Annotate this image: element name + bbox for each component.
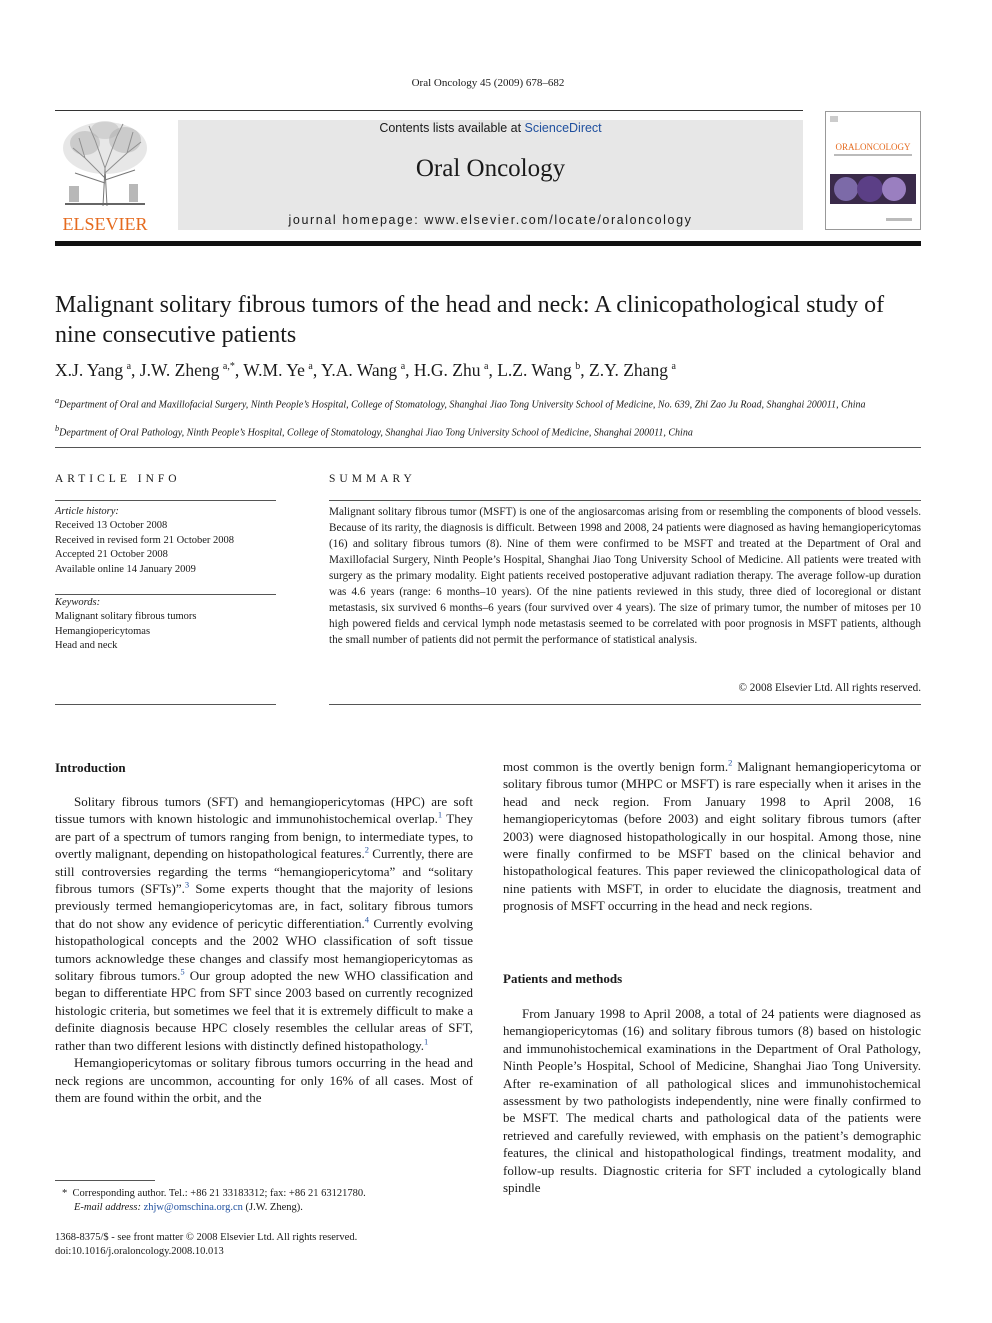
article-title: Malignant solitary fibrous tumors of the head and neck: A clinicopathological study of nine consecutive patients	[55, 292, 885, 348]
email-link[interactable]: zhjw@omschina.org.cn	[143, 1202, 243, 1213]
summary-text: Malignant solitary fibrous tumor (MSFT) is one of the angiosarcomas arising from or resembling the components of blood vessels. Because of its rarity, the diagnosis is difficult. Between 1998 and 2008, 24 patients were diagnosed as having hemangiopericytomas (16) and solitary fibrous tumors (8). Nine of them were confirmed to be MSFT and treated at the Department of Oral and Maxillofacial Surgery, Ninth People’s Hospital, Shanghai Jiao Tong University School of Medicine. All patients were treated with surgery as the primary modality. Eight patients received postoperative adjuvant radiation therapy. The average follow-up duration was 4.6 years (range: 6 months–10 years). Of the nine patients reviewed in this study, three died of locoregional or distant metastasis, six survived 6 months–6 years (four survived over 4 years). The size of primary tumor, the number of mitoses per 10 high powered fields and cervical lymph node metastasis seemed to be correlated with poor prognosis in MSFT patients, although the small number of patients did not permit the performance of statistical analysis.	[329, 506, 921, 646]
affiliation-mark: a	[55, 396, 60, 405]
reference-link[interactable]: 4	[364, 914, 370, 925]
history-item: Received 13 October 2008	[55, 520, 168, 532]
author-affil-mark: a	[126, 361, 132, 373]
divider	[329, 704, 921, 705]
article-info-heading: ARTICLE INFO	[55, 473, 181, 485]
journal-cover	[825, 111, 921, 230]
footnote-text: Corresponding author. Tel.: +86 21 33183312; fax: +86 21 63121780.	[72, 1188, 366, 1199]
divider	[55, 500, 276, 501]
journal-reference: Oral Oncology 45 (2009) 678–682	[411, 77, 565, 89]
author-affil-mark: b	[575, 361, 581, 373]
author: H.G. Zhu	[413, 360, 481, 380]
reference-link[interactable]: 1	[423, 1036, 429, 1047]
footer-info	[55, 1231, 485, 1259]
left-column	[55, 793, 473, 1106]
author-affil-mark[interactable]: a,*	[222, 361, 235, 373]
keyword: Hemangiopericytomas	[55, 625, 151, 637]
summary-heading: SUMMARY	[329, 473, 416, 485]
author-affil-mark: a	[400, 361, 406, 373]
affiliation-mark: b	[55, 424, 60, 433]
author: X.J. Yang	[55, 360, 124, 380]
affiliation-b	[55, 422, 921, 440]
corresponding-author-footnote	[62, 1187, 482, 1215]
author-affil-mark: a	[484, 361, 489, 373]
contents-prefix: Contents lists available at	[379, 121, 525, 135]
footnote-rule	[55, 1180, 155, 1181]
methods-paragraph-1: From January 1998 to April 2008, a total of 24 patients were diagnosed as hemangiopericytomas (16) and solitary fibrous tumors (8) based on histologic and immunohistochemical examinations in the Department of Oral Pathology, Ninth People’s Hospital, School of Medicine, Shanghai Jiao Tong University. After re-examination of all pathological slices and immunohistochemical assessment by two pathologists independently, nine were finally confirmed to be MSFT. The medical charts and pathological data of the patients were retrieved and carefully reviewed, with emphasis on the patient’s demographic features, the clinical and histopathological findings, treatment modality, and follow-up results. Diagnostic criteria for SFT included a cytologically bland spindle	[503, 1006, 921, 1196]
history-label: Article history:	[55, 506, 119, 517]
keyword: Malignant solitary fibrous tumors	[55, 611, 197, 623]
keywords-label: Keywords:	[55, 597, 101, 608]
journal-homepage[interactable]: journal homepage: www.elsevier.com/locate/oraloncology	[288, 213, 693, 227]
history-item: Available online 14 January 2009	[55, 563, 196, 575]
history-item: Accepted 21 October 2008	[55, 549, 168, 561]
sciencedirect-link[interactable]: ScienceDirect	[524, 121, 602, 135]
affiliation-a	[55, 394, 921, 412]
right-column-top	[503, 758, 921, 915]
footnote-mark: *	[62, 1188, 68, 1199]
author-list: X.J. Yang $^a$, J.W. Zheng $^{a,*}$, W.M. Ye $^a$, Y.A. Wang $^a$, H.G. Zhu $^a$, L.Z. Wang $^b$, Z.Y. Zhang $^a$	[55, 360, 676, 380]
divider	[55, 704, 276, 705]
elsevier-logo	[55, 118, 155, 234]
affiliation-rule	[55, 447, 921, 448]
doi-line[interactable]: doi:10.1016/j.oraloncology.2008.10.013	[55, 1246, 224, 1257]
author-affil-mark: a	[308, 361, 313, 373]
methods-heading: Patients and methods	[503, 971, 623, 986]
intro-paragraph-continued: most common is the overtly benign form.$^2$ Malignant hemangiopericytoma or solitary fibrous tumor (MHPC or MSFT) is rare especially when it arises in the head and neck region. From January 1998 to April 2008, 16 hemangiopericytomas (before 2003) and eight solitary fibrous tumors (after 2003) were diagnosed histopathologically in our hospital. Among those, nine were finally confirmed to be MSFT based on the clinical behavior and histopathological features. This paper reviewed the clinicopathological data of nine patients with MSFT, in order to elucidate the diagnosis, treatment and prognosis of MSFT occurring in the head and neck regions.	[503, 757, 921, 914]
affiliation-text: Department of Oral Pathology, Ninth People’s Hospital, College of Stomatology, Shanghai Jiao Tong University School of Medicine, Shanghai 200011, China	[59, 427, 693, 439]
introduction-heading: Introduction	[55, 760, 126, 775]
svg-text:ELSEVIER: ELSEVIER	[62, 214, 148, 234]
right-column-bottom	[503, 1005, 921, 1196]
summary-copyright: © 2008 Elsevier Ltd. All rights reserved.	[738, 682, 921, 694]
history-item: Received in revised form 21 October 2008	[55, 534, 235, 546]
article-history	[55, 505, 276, 577]
keywords	[55, 596, 276, 654]
reference-link[interactable]: 5	[180, 966, 185, 977]
journal-cover-image	[826, 112, 920, 229]
author: W.M. Ye	[243, 360, 305, 380]
header-top-rule	[55, 110, 803, 111]
author: J.W. Zheng	[139, 360, 220, 380]
affiliation-text: Department of Oral and Maxillofacial Surgery, Ninth People’s Hospital, College of Stomatology, Shanghai Jiao Tong University School of Medicine, No. 639, Zhi Zao Ju Road, Shanghai 200011, China	[59, 399, 866, 411]
header-thick-rule	[55, 241, 921, 246]
email-label: E-mail address:	[74, 1202, 141, 1213]
divider	[329, 500, 921, 501]
author: Y.A. Wang	[320, 360, 398, 380]
author: Z.Y. Zhang	[589, 360, 668, 380]
keyword: Head and neck	[55, 640, 118, 652]
author-affil-mark: a	[671, 361, 676, 373]
divider	[55, 594, 276, 595]
svg-text:ORALONCOLOGY: ORALONCOLOGY	[835, 142, 911, 152]
reference-link[interactable]: 1	[437, 810, 443, 821]
journal-title: Oral Oncology	[415, 155, 566, 182]
email-suffix: (J.W. Zheng).	[242, 1202, 303, 1213]
reference-link[interactable]: 2	[728, 757, 733, 768]
elsevier-tree-icon	[55, 118, 155, 234]
author: L.Z. Wang	[497, 360, 572, 380]
intro-paragraph-1: Solitary fibrous tumors (SFT) and hemangiopericytomas (HPC) are soft tissue tumors with known histologic and immunohistochemical overlap.$^1$ They are part of a spectrum of tumors ranging from benign, to intermediate types, to overtly malignant, depending on histopathological features.$^2$ Currently, there are still controversies regarding the terms “hemangiopericytoma” and “solitary fibrous tumors (SFTs)”.$^3$ Some experts thought that the majority of lesions previously termed hemangiopericytomas are, in fact, solitary fibrous tumors that do not show any evidence of pericytic differentiation.$^4$ Currently evolving histopathological concepts and the 2002 WHO classification of soft tissue tumors acknowledge these changes and classify most hemangiopericytomas as solitary fibrous tumors.$^5$ Our group adopted the new WHO classification and began to differentiate HPC from SFT since 2003 based on currently recognized histologic criteria, but sometimes we feel that it is extremely difficult to make a definite diagnosis because HPC closely resembles the cellular areas of SFT, rather than two different lesions with distinctly defined histopathology.$^1$	[55, 794, 474, 1053]
intro-paragraph-2: Hemangiopericytomas or solitary fibrous tumors occurring in the head and neck regions are uncommon, accounting for only 16% of all cases. Most of them are found within the orbit, and the	[55, 1055, 473, 1105]
contents-line	[178, 121, 803, 135]
reference-link[interactable]: 2	[364, 844, 369, 855]
issn-line: 1368-8375/$ - see front matter © 2008 Elsevier Ltd. All rights reserved.	[55, 1232, 358, 1243]
reference-link[interactable]: 3	[184, 879, 190, 890]
